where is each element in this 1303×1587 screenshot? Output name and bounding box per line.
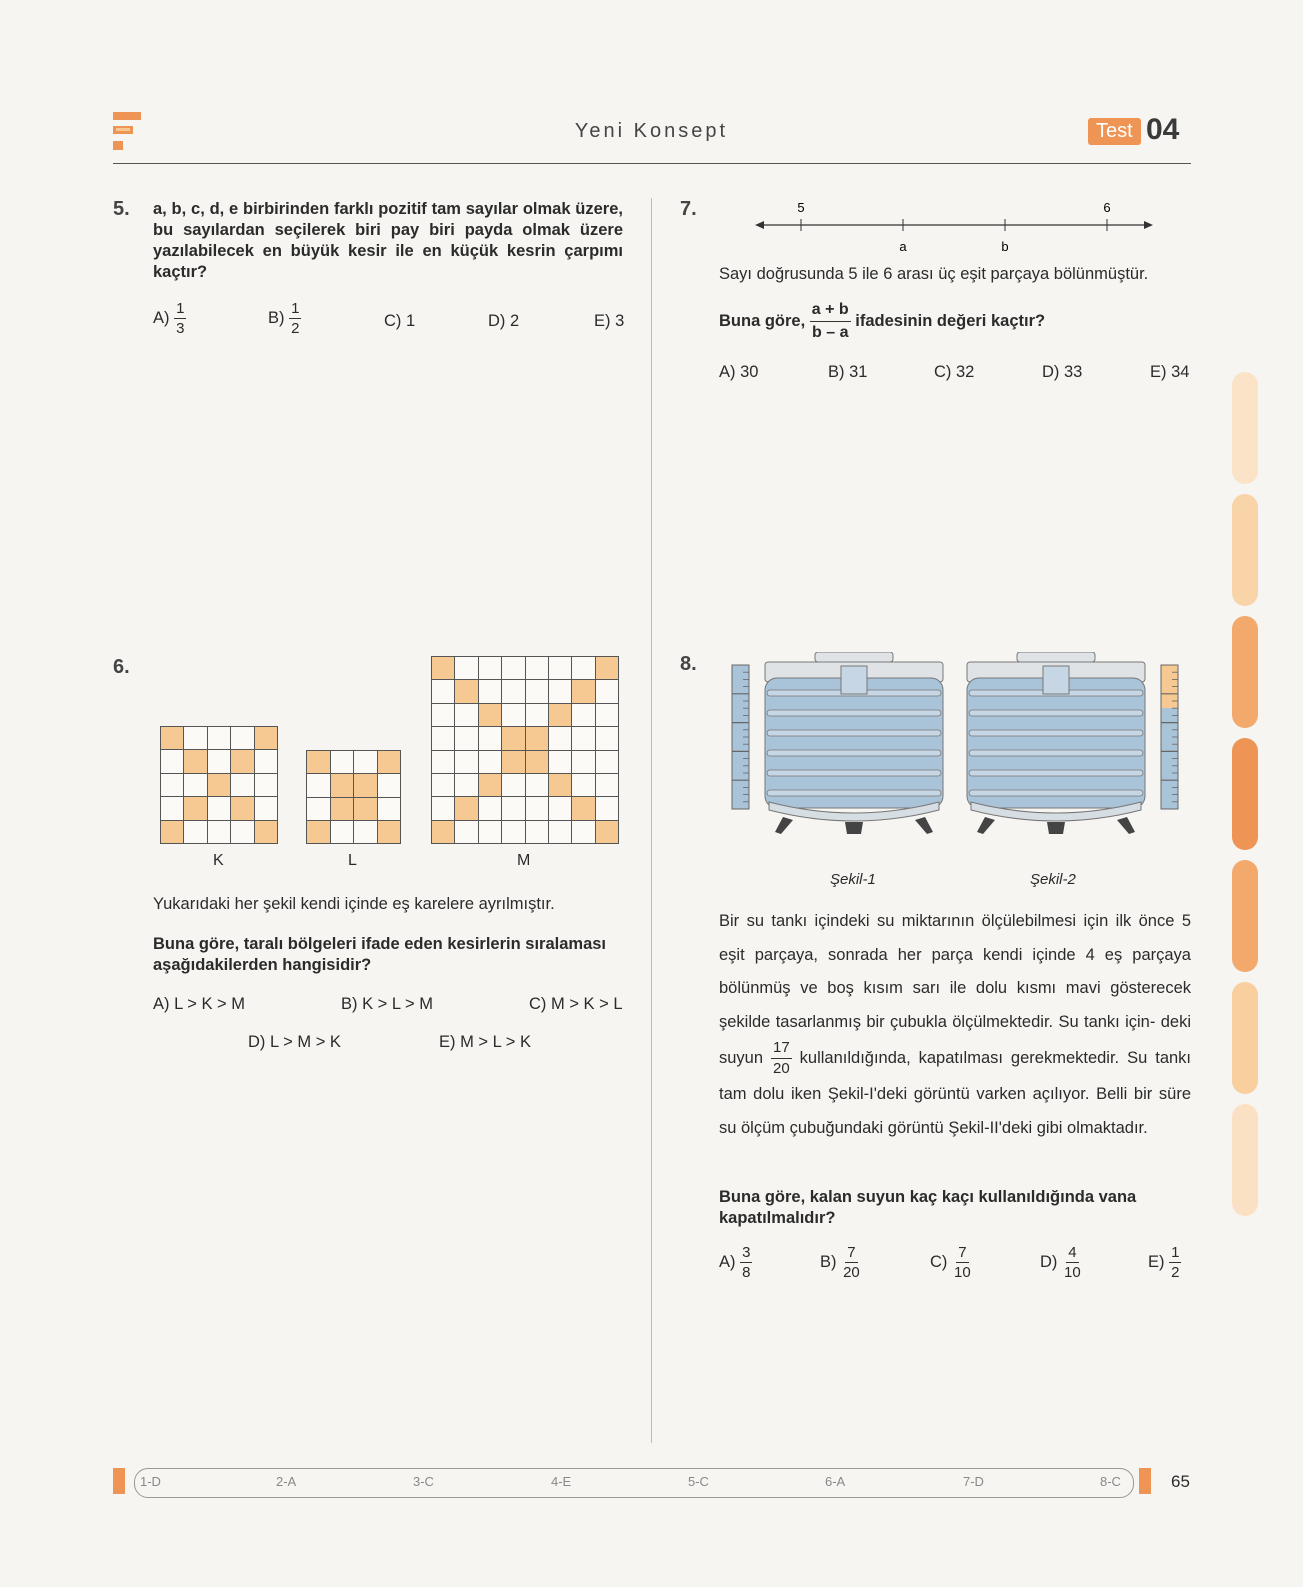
q8-question: Buna göre, kalan suyun kaç kaçı kullanıldığında vana kapatılmalıdır? (719, 1188, 1137, 1227)
q8-option-a[interactable]: A) $\frac{3}{8}$ (719, 1244, 751, 1281)
grid-cell (596, 680, 619, 703)
figure-2-label: Şekil-2 (1030, 871, 1076, 888)
grid-cell (231, 727, 254, 750)
grid-cell (432, 727, 455, 750)
grid-cell (331, 798, 355, 821)
answer-key-item: 2-A (276, 1474, 297, 1489)
grid-cell (378, 774, 402, 797)
grid-cell (432, 680, 455, 703)
grid-cell (526, 680, 549, 703)
figure-k-grid (160, 726, 278, 844)
grid-cell (354, 774, 378, 797)
header-divider (113, 163, 1191, 164)
q5-option-e[interactable]: E) 3 (594, 312, 625, 330)
grid-cell (455, 704, 478, 727)
grid-cell (596, 821, 619, 844)
grid-cell (307, 751, 331, 774)
grid-cell (502, 774, 525, 797)
q7-option-a[interactable]: A) 30 (719, 363, 759, 381)
grid-cell (526, 774, 549, 797)
grid-cell (549, 704, 572, 727)
grid-cell (549, 657, 572, 680)
q6-option-e[interactable]: E) M > L > K (439, 1033, 532, 1051)
grid-cell (331, 751, 355, 774)
grid-cell (572, 797, 595, 820)
q6-intro: Yukarıdaki her şekil kendi içinde eş karelere ayrılmıştır. (153, 895, 555, 913)
q5-number: 5. (113, 198, 130, 220)
q5-stem: a, b, c, d, e birbirinden farklı pozitif tam sayılar olmak üzere, bu sayılardan seçilerek biri pay biri payda olmak üzere yazılabilecek en büyük kesir ile en küçük kesrin çarpımı kaçtır? (153, 200, 623, 281)
grid-cell (354, 821, 378, 844)
grid-cell (572, 680, 595, 703)
grid-cell (378, 751, 402, 774)
q7-option-b[interactable]: B) 31 (828, 363, 868, 381)
answer-key-item: 7-D (963, 1474, 984, 1489)
grid-cell (378, 798, 402, 821)
numberline-end-label: 6 (1103, 200, 1111, 215)
grid-cell (378, 821, 402, 844)
grid-cell (572, 657, 595, 680)
side-tab-1[interactable] (1232, 372, 1258, 484)
gauge-partial (1160, 664, 1180, 810)
grid-cell (572, 821, 595, 844)
side-tab-6[interactable] (1232, 982, 1258, 1094)
grid-cell (455, 797, 478, 820)
grid-cell (208, 821, 231, 844)
side-tab-3[interactable] (1232, 616, 1258, 728)
q6-question: Buna göre, taralı bölgeleri ifade eden kesirlerin sıralaması aşağıdakilerden hangisidir? (153, 935, 607, 974)
grid-cell (307, 821, 331, 844)
grid-cell (184, 821, 207, 844)
grid-cell (331, 774, 355, 797)
grid-cell (432, 821, 455, 844)
grid-cell (455, 821, 478, 844)
grid-cell (479, 797, 502, 820)
grid-cell (596, 751, 619, 774)
grid-cell (231, 797, 254, 820)
grid-cell (596, 797, 619, 820)
q6-option-a[interactable]: A) L > K > M (153, 995, 246, 1013)
grid-cell (479, 657, 502, 680)
grid-cell (455, 774, 478, 797)
grid-cell (455, 751, 478, 774)
q8-option-c[interactable]: C) $\frac{7}{10}$ (930, 1244, 971, 1281)
grid-cell (479, 680, 502, 703)
grid-cell (432, 657, 455, 680)
grid-cell (231, 774, 254, 797)
grid-cell (479, 821, 502, 844)
q8-option-e[interactable]: E) $\frac{1}{2}$ (1148, 1244, 1180, 1281)
q8-number: 8. (680, 653, 697, 675)
number-line (755, 198, 1155, 260)
grid-cell (255, 774, 278, 797)
grid-cell (526, 821, 549, 844)
grid-cell (432, 774, 455, 797)
grid-cell (572, 704, 595, 727)
grid-cell (161, 821, 184, 844)
grid-cell (549, 680, 572, 703)
grid-cell (502, 727, 525, 750)
grid-cell (255, 797, 278, 820)
grid-cell (572, 751, 595, 774)
column-divider (651, 198, 652, 1443)
side-tab-2[interactable] (1232, 494, 1258, 606)
grid-cell (307, 774, 331, 797)
grid-cell (549, 751, 572, 774)
q7-option-c[interactable]: C) 32 (934, 363, 975, 381)
grid-cell (596, 774, 619, 797)
grid-cell (455, 727, 478, 750)
q7-option-d[interactable]: D) 33 (1042, 363, 1083, 381)
grid-cell (161, 797, 184, 820)
grid-cell (208, 774, 231, 797)
grid-cell (572, 774, 595, 797)
grid-cell (184, 727, 207, 750)
grid-cell (549, 797, 572, 820)
q6-option-b[interactable]: B) K > L > M (341, 995, 434, 1013)
grid-cell (184, 750, 207, 773)
page-title: Yeni Konsept (574, 120, 729, 142)
answer-key-item: 4-E (551, 1474, 572, 1489)
grid-cell (354, 751, 378, 774)
grid-cell (502, 704, 525, 727)
grid-cell (208, 797, 231, 820)
q7-number: 7. (680, 198, 697, 220)
q5-option-d[interactable]: D) 2 (488, 312, 520, 330)
grid-cell (479, 774, 502, 797)
grid-cell (331, 821, 355, 844)
figure-m-grid (431, 656, 619, 844)
grid-cell (208, 750, 231, 773)
figure-1-label: Şekil-1 (830, 871, 876, 888)
q6-number: 6. (113, 656, 130, 678)
grid-cell (455, 657, 478, 680)
q5-option-a[interactable]: A) $\frac{1}{3}$ (153, 300, 185, 337)
grid-cell (502, 821, 525, 844)
grid-cell (161, 750, 184, 773)
grid-cell (596, 657, 619, 680)
grid-cell (549, 821, 572, 844)
grid-cell (549, 727, 572, 750)
grid-cell (596, 727, 619, 750)
answer-key-item: 6-A (825, 1474, 846, 1489)
grid-cell (526, 704, 549, 727)
grid-cell (432, 704, 455, 727)
figure-k-label: K (213, 852, 224, 869)
grid-cell (184, 774, 207, 797)
side-tab-5[interactable] (1232, 860, 1258, 972)
answer-key-item: 5-C (688, 1474, 709, 1489)
q7-option-e[interactable]: E) 34 (1150, 363, 1190, 381)
grid-cell (231, 750, 254, 773)
q5-option-c[interactable]: C) 1 (384, 312, 416, 330)
grid-cell (502, 797, 525, 820)
test-number: 04 (1146, 113, 1180, 146)
grid-cell (231, 821, 254, 844)
grid-cell (502, 657, 525, 680)
grid-cell (255, 750, 278, 773)
answer-key-left-marker (113, 1468, 125, 1494)
grid-cell (161, 727, 184, 750)
side-tab-4[interactable] (1232, 738, 1258, 850)
q8-option-d[interactable]: D) $\frac{4}{10}$ (1040, 1244, 1081, 1281)
grid-cell (549, 774, 572, 797)
q6-option-d[interactable]: D) L > M > K (248, 1033, 341, 1051)
grid-cell (526, 657, 549, 680)
grid-cell (354, 798, 378, 821)
grid-cell (432, 797, 455, 820)
numberline-start-label: 5 (797, 200, 805, 215)
grid-cell (479, 704, 502, 727)
answer-key-right-marker (1139, 1468, 1151, 1494)
water-tank-2 (965, 652, 1147, 844)
grid-cell (479, 727, 502, 750)
q5-option-b[interactable]: B) $\frac{1}{2}$ (268, 300, 300, 337)
numberline-point-b: b (1001, 239, 1009, 254)
q8-paragraph: Bir su tankı içindeki su miktarının ölçülebilmesi için ilk önce 5 eşit parçaya, sonrada her parça kendi içinde 4 eş parçaya bölünmüş ve boş kısım sarı ile dolu kısmı mavi gösterecek şekilde tasarlanmış bir çubukla ölçülmektedir. Su tankı için- deki suyun $\frac{17}{20}$ kullanıldığında, kapatılması gerekmektedir. Su tankı tam dolu iken Şekil-I'deki görüntü varken açılıyor. Belli bir süre su ölçüm çubuğundaki görüntü Şekil-II'deki gibi olmaktadır. (719, 912, 1192, 1137)
grid-cell (455, 680, 478, 703)
answer-key-item: 8-C (1100, 1474, 1121, 1489)
grid-cell (596, 704, 619, 727)
grid-cell (307, 798, 331, 821)
grid-cell (184, 797, 207, 820)
grid-cell (526, 727, 549, 750)
grid-cell (255, 727, 278, 750)
q7-intro: Sayı doğrusunda 5 ile 6 arası üç eşit parçaya bölünmüştür. (719, 265, 1149, 283)
answer-key-item: 1-D (140, 1474, 161, 1489)
grid-cell (526, 797, 549, 820)
numberline-point-a: a (899, 239, 907, 254)
grid-cell (502, 680, 525, 703)
q7-question: Buna göre, $\frac{a + b}{b - a}$ ifadesinin değeri kaçtır? (719, 301, 1046, 341)
figure-l-grid (306, 750, 401, 844)
figure-l-label: L (348, 852, 357, 869)
water-tank-1 (763, 652, 945, 844)
figure-m-label: M (517, 852, 531, 869)
gauge-full (731, 664, 751, 810)
grid-cell (526, 751, 549, 774)
page-number: 65 (1171, 1472, 1190, 1491)
q6-option-c[interactable]: C) M > K > L (529, 995, 623, 1013)
test-badge: Test (1088, 118, 1141, 145)
grid-cell (479, 751, 502, 774)
grid-cell (208, 727, 231, 750)
q8-option-b[interactable]: B) $\frac{7}{20}$ (820, 1244, 860, 1281)
grid-cell (502, 751, 525, 774)
grid-cell (255, 821, 278, 844)
side-tab-7[interactable] (1232, 1104, 1258, 1216)
grid-cell (432, 751, 455, 774)
grid-cell (161, 774, 184, 797)
answer-key-item: 3-C (413, 1474, 434, 1489)
grid-cell (572, 727, 595, 750)
